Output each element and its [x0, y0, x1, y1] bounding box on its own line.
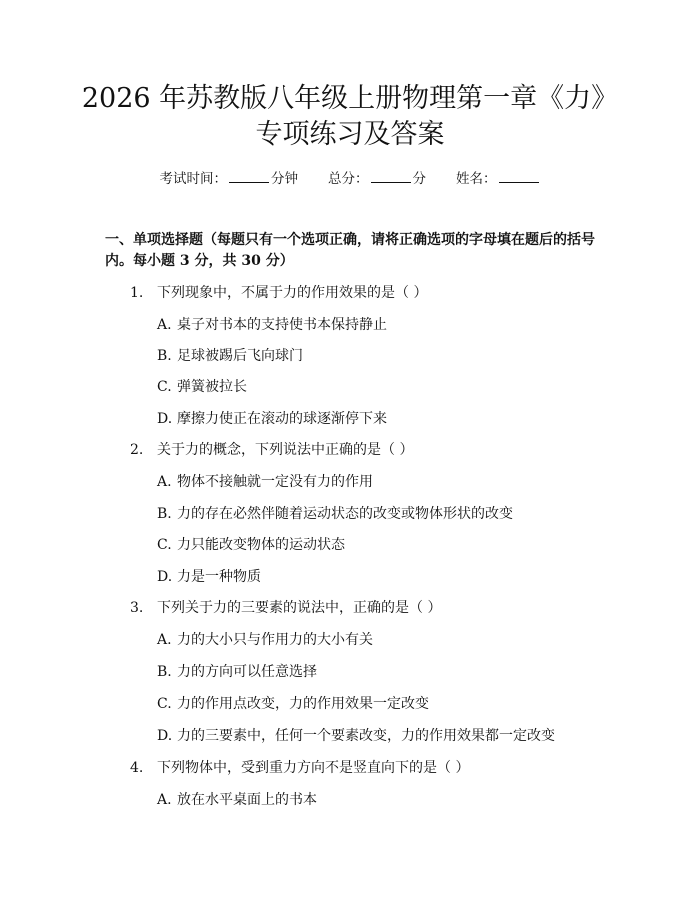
exam-time-label: 考试时间：	[159, 171, 227, 187]
question-number: 2.	[130, 442, 144, 458]
question-number: 4.	[130, 760, 144, 776]
total-score-blank	[371, 169, 411, 183]
option-text: 力是一种物质	[177, 569, 261, 585]
question-number: 3.	[130, 600, 144, 616]
exam-time-blank	[229, 169, 269, 183]
question-text: 下列关于力的三要素的说法中，正确的是（ ）	[157, 600, 442, 616]
document-title-line1: 2026 年苏教版八年级上册物理第一章《力》	[81, 83, 619, 114]
question-text: 下列现象中，不属于力的作用效果的是（ ）	[157, 285, 428, 301]
option-text: 力的三要素中，任何一个要素改变，力的作用效果都一定改变	[177, 728, 555, 744]
question-3-option-d	[157, 726, 555, 746]
total-score-label: 总分：	[328, 171, 369, 187]
question-3-option-c	[157, 694, 429, 714]
document-title-line2: 专项练习及答案	[255, 119, 445, 150]
question-4-option-a	[157, 790, 317, 810]
option-letter: D.	[157, 411, 173, 427]
question-2-option-a	[157, 472, 373, 492]
option-text: 足球被踢后飞向球门	[177, 348, 303, 364]
question-3-option-b	[157, 662, 317, 682]
option-letter: C.	[157, 696, 172, 712]
option-letter: A.	[157, 474, 172, 490]
section-heading-single-choice: 一、单项选择题（每题只有一个选项正确，请将正确选项的字母填在题后的括号内。每小题 3 分，共 30 分）	[105, 232, 595, 269]
question-1	[130, 283, 427, 303]
option-text: 力的大小只与作用力的大小有关	[177, 632, 373, 648]
option-letter: A.	[157, 632, 172, 648]
exam-info-line	[0, 169, 700, 188]
option-text: 力的作用点改变，力的作用效果一定改变	[177, 696, 429, 712]
question-1-option-c	[157, 377, 247, 397]
option-letter: B.	[157, 348, 172, 364]
student-name-label: 姓名：	[456, 171, 497, 187]
option-text: 力的存在必然伴随着运动状态的改变或物体形状的改变	[177, 506, 513, 522]
question-3-option-a	[157, 630, 373, 650]
option-text: 力的方向可以任意选择	[177, 664, 317, 680]
option-letter: A.	[157, 792, 172, 808]
option-text: 桌子对书本的支持使书本保持静止	[177, 317, 387, 333]
option-text: 摩擦力使正在滚动的球逐渐停下来	[177, 411, 387, 427]
question-1-option-a	[157, 315, 387, 335]
option-letter: B.	[157, 664, 172, 680]
option-text: 力只能改变物体的运动状态	[177, 537, 345, 553]
question-1-option-b	[157, 346, 303, 366]
question-2-option-d	[157, 567, 261, 587]
question-2-option-b	[157, 504, 513, 524]
exam-time-unit: 分钟	[270, 171, 298, 187]
question-1-option-d	[157, 409, 387, 429]
option-letter: D.	[157, 569, 173, 585]
option-letter: C.	[157, 537, 172, 553]
option-letter: D.	[157, 728, 173, 744]
option-text: 弹簧被拉长	[177, 379, 247, 395]
option-letter: A.	[157, 317, 172, 333]
question-3	[130, 598, 441, 618]
question-2-option-c	[157, 535, 345, 555]
student-name-blank	[499, 169, 539, 183]
question-text: 下列物体中，受到重力方向不是竖直向下的是（ ）	[157, 760, 470, 776]
option-text: 物体不接触就一定没有力的作用	[177, 474, 373, 490]
question-2	[130, 440, 413, 460]
option-letter: C.	[157, 379, 172, 395]
question-text: 关于力的概念，下列说法中正确的是（ ）	[157, 442, 414, 458]
option-letter: B.	[157, 506, 172, 522]
question-4	[130, 758, 469, 778]
option-text: 放在水平桌面上的书本	[177, 792, 317, 808]
total-score-unit: 分	[412, 171, 426, 187]
question-number: 1.	[130, 285, 144, 301]
